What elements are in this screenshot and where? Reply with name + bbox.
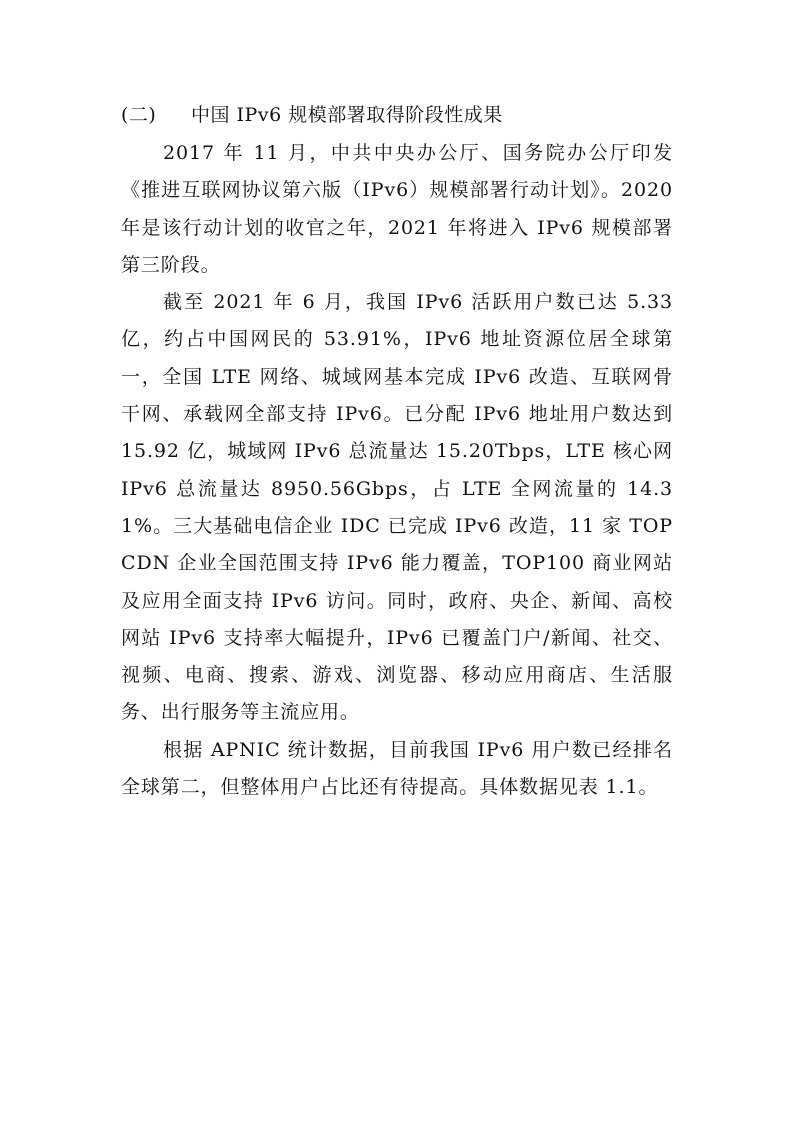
section-title: 中国 IPv6 规模部署取得阶段性成果 [191,104,503,126]
paragraph-ipv6-action-plan: 2017 年 11 月，中共中央办公厅、国务院办公厅印发《推进互联网协议第六版（IPv6）规模部署行动计划》。2020 年是该行动计划的收官之年，2021 年将进入 IPv6 规模部署第三阶段。 [121,142,673,276]
section-number: (二) [121,104,157,126]
paragraph-apnic-statistics: 根据 APNIC 统计数据，目前我国 IPv6 用户数已经排名全球第二，但整体用户占比还有待提高。具体数据见表 1.1。 [121,738,673,799]
paragraph-ipv6-deployment-status: 截至 2021 年 6 月，我国 IPv6 活跃用户数已达 5.33 亿，约占中国网民的 53.91%，IPv6 地址资源位居全球第一，全国 LTE 网络、城域网基本完成 IPv6 改造、互联网骨干网、承载网全部支持 IPv6。已分配 IPv6 地址用户数达到 15.92 亿，城域网 IPv6 总流量达 15.20Tbps，LTE 核心网 IPv6 总流量达 8950.56Gbps，占 LTE 全网流量的 14.31%。三大基础电信企业 IDC 已完成 IPv6 改造，11 家 TOP CDN 企业全国范围支持 IPv6 能力覆盖，TOP100 商业网站及应用全面支持 IPv6 访问。同时，政府、央企、新闻、高校网站 IPv6 支持率大幅提升，IPv6 已覆盖门户/新闻、社交、视频、电商、搜索、游戏、浏览器、移动应用商店、生活服务、出行服务等主流应用。 [121,291,673,724]
section-heading [121,95,673,135]
document-body [121,95,673,806]
